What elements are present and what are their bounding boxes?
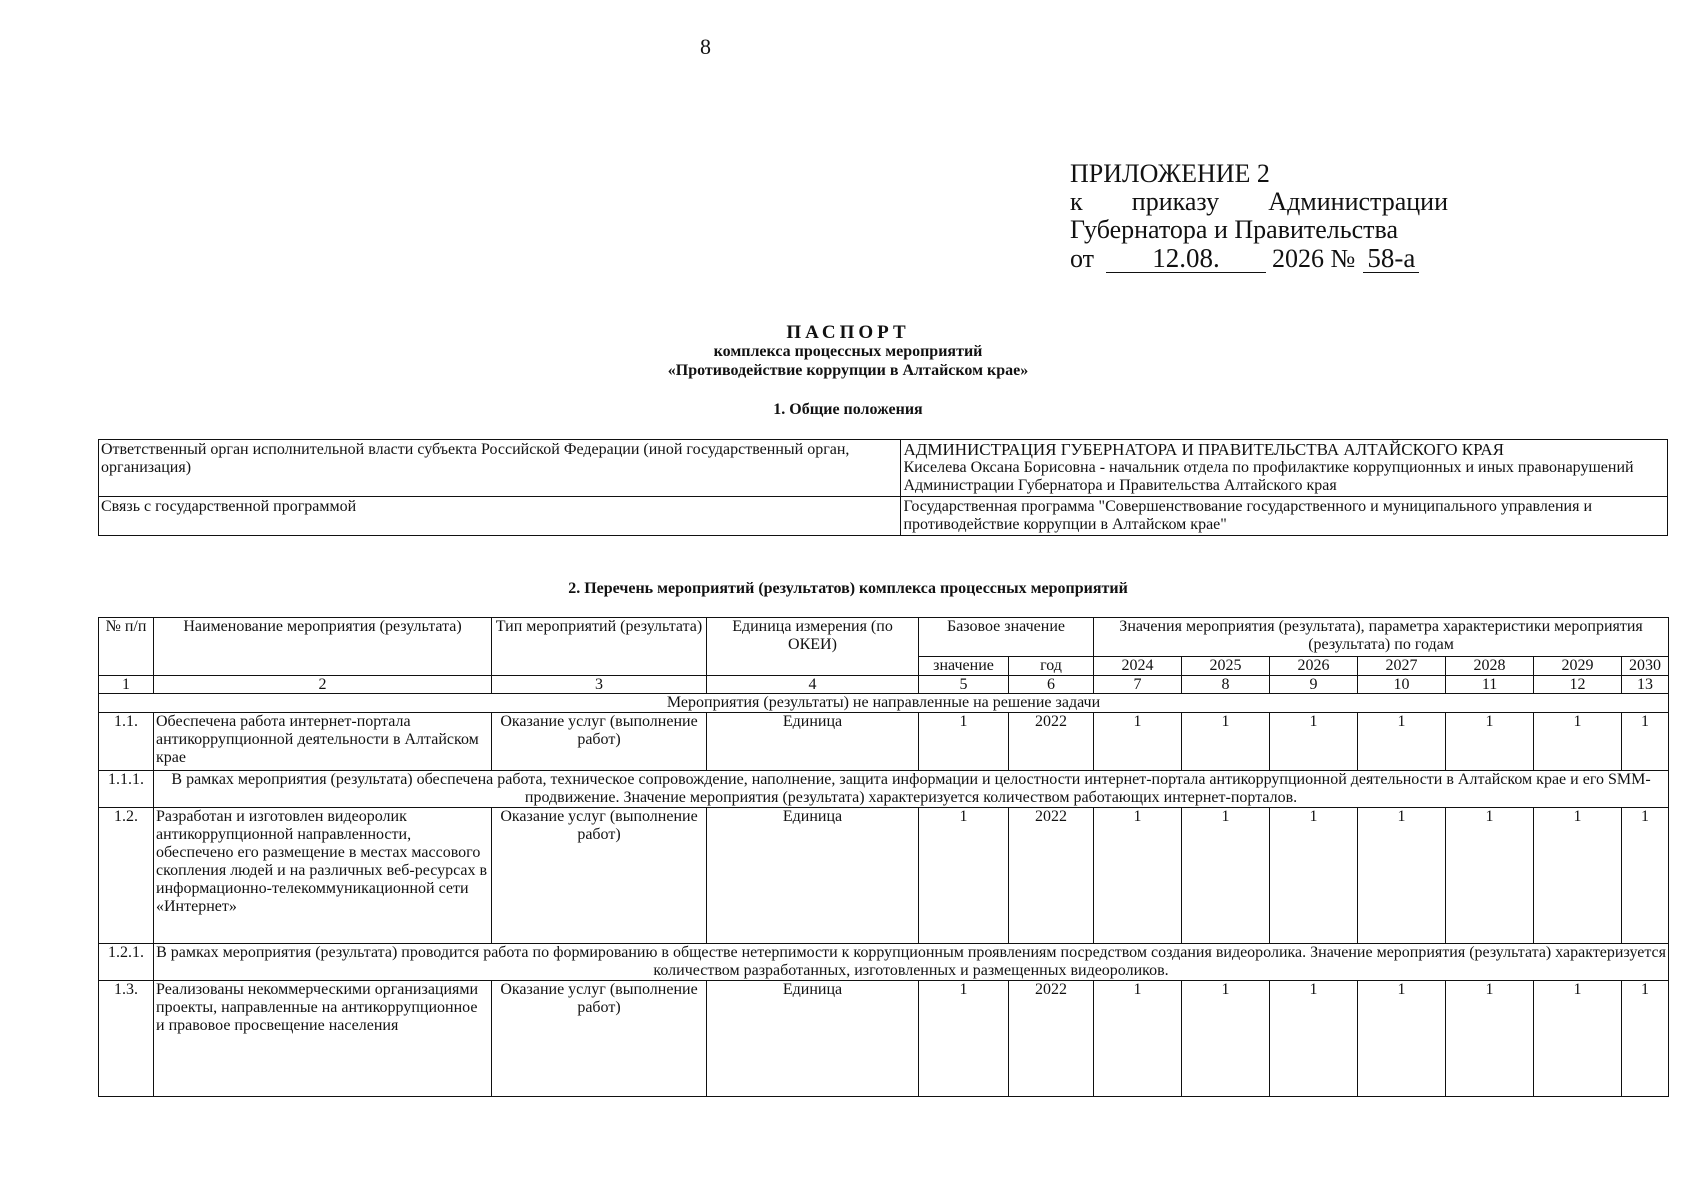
column-index: 4 [707,676,919,694]
table-row [99,497,1668,536]
from-label: от [1070,244,1095,273]
column-index-row [99,676,1669,694]
description-row [99,771,1669,808]
header-year: 2026 [1270,657,1358,676]
general-label: Ответственный орган исполнительной власти субъекта Российской Федерации (иной государственный орган, организация) [99,440,901,497]
row-type: Оказание услуг (выполнение работ) [492,713,707,771]
responsible-organ: АДМИНИСТРАЦИЯ ГУБЕРНАТОРА И ПРАВИТЕЛЬСТВА АЛТАЙСКОГО КРАЯ [903,440,1504,459]
column-index: 9 [1270,676,1358,694]
table-header-row [99,618,1669,657]
row-value: 1 [1446,808,1534,944]
row-value: 1 [1270,808,1358,944]
table-row [99,440,1668,497]
header-year: 2025 [1182,657,1270,676]
row-value: 1 [1182,981,1270,1097]
header-unit: Единица измерения (по ОКЕИ) [707,618,919,676]
row-value: 1 [1094,981,1182,1097]
row-value: 1 [1622,808,1669,944]
section-heading-general: 1. Общие положения [773,401,923,418]
general-value [901,440,1668,497]
row-base-year: 2022 [1009,981,1094,1097]
table-row [99,808,1669,944]
appendix-block [1070,160,1450,273]
column-index: 10 [1358,676,1446,694]
row-unit: Единица [707,808,919,944]
column-index: 2 [154,676,492,694]
row-value: 1 [1446,981,1534,1097]
row-value: 1 [1358,713,1446,771]
row-value: 1 [1094,808,1182,944]
appendix-title: ПРИЛОЖЕНИЕ 2 [1070,159,1270,188]
passport-title: ПАСПОРТ [786,322,910,343]
row-base-year: 2022 [1009,808,1094,944]
column-index: 12 [1534,676,1622,694]
row-base-value: 1 [919,808,1009,944]
row-base-value: 1 [919,713,1009,771]
row-type: Оказание услуг (выполнение работ) [492,808,707,944]
row-num: 1.1. [99,713,154,771]
column-index: 6 [1009,676,1094,694]
table-row [99,981,1669,1097]
header-base: Базовое значение [919,618,1094,657]
header-base-year: год [1009,657,1094,676]
appendix-word: к [1070,187,1083,216]
column-index: 1 [99,676,154,694]
row-unit: Единица [707,981,919,1097]
column-index: 13 [1622,676,1669,694]
appendix-word: приказу [1131,187,1220,216]
row-value: 1 [1270,713,1358,771]
desc-num: 1.2.1. [99,944,154,981]
passport-subtitle: комплекса процессных мероприятий [713,343,983,360]
header-year: 2024 [1094,657,1182,676]
header-num: № п/п [99,618,154,676]
order-year-no: 2026 № [1272,244,1356,273]
row-type: Оказание услуг (выполнение работ) [492,981,707,1097]
header-year: 2029 [1534,657,1622,676]
row-value: 1 [1094,713,1182,771]
responsible-person: Киселева Оксана Борисовна - начальник отдела по профилактике коррупционных и иных правонарушений Администрации Губернатора и Правительства Алтайского края [903,459,1634,494]
desc-num: 1.1.1. [99,771,154,808]
general-label: Связь с государственной программой [99,497,901,536]
row-num: 1.2. [99,808,154,944]
row-value: 1 [1534,808,1622,944]
row-value: 1 [1622,981,1669,1097]
row-value: 1 [1534,981,1622,1097]
row-num: 1.3. [99,981,154,1097]
row-name: Обеспечена работа интернет-портала антикоррупционной деятельности в Алтайском крае [154,713,492,771]
appendix-line2 [1070,188,1448,216]
order-number: 58-а [1363,244,1419,273]
general-value: Государственная программа "Совершенствование государственного и муниципального управления и противодействие коррупции в Алтайском крае" [901,497,1668,536]
section-heading-events: 2. Перечень мероприятий (результатов) комплекса процессных мероприятий [568,580,1128,597]
row-value: 1 [1182,713,1270,771]
table-row [99,713,1669,771]
row-value: 1 [1182,808,1270,944]
row-value: 1 [1270,981,1358,1097]
desc-text: В рамках мероприятия (результата) обеспечена работа, техническое сопровождение, наполнение, защита информации и целостности интернет-портала антикоррупционной деятельности в Алтайском крае и его SMM-продвижение. Значение мероприятия (результата) характеризуется количеством работающих интернет-порталов. [154,771,1669,808]
section-row [99,694,1669,713]
order-date: 12.08. [1106,244,1266,273]
passport-program-name: «Противодействие коррупции в Алтайском крае» [667,362,1029,379]
header-year: 2027 [1358,657,1446,676]
row-unit: Единица [707,713,919,771]
header-base-value: значение [919,657,1009,676]
row-name: Реализованы некоммерческими организациями проекты, направленные на антикоррупционное и правовое просвещение населения [154,981,492,1097]
row-value: 1 [1534,713,1622,771]
row-name: Разработан и изготовлен видеоролик антикоррупционной направленности, обеспечено его размещение в местах массового скопления людей и на различных веб-ресурсах в информационно-телекоммуникационной сети «Интернет» [154,808,492,944]
column-index: 11 [1446,676,1534,694]
column-index: 7 [1094,676,1182,694]
section-row-label: Мероприятия (результаты) не направленные на решение задачи [99,694,1669,713]
column-index: 5 [919,676,1009,694]
column-index: 8 [1182,676,1270,694]
header-year: 2028 [1446,657,1534,676]
page-number: 8 [700,34,711,59]
header-name: Наименование мероприятия (результата) [154,618,492,676]
column-index: 3 [492,676,707,694]
row-value: 1 [1358,981,1446,1097]
header-year: 2030 [1622,657,1669,676]
events-table [98,617,1669,1097]
row-value: 1 [1446,713,1534,771]
order-date-line [1070,244,1450,273]
row-value: 1 [1622,713,1669,771]
general-provisions-table [98,439,1668,536]
header-type: Тип мероприятий (результата) [492,618,707,676]
description-row [99,944,1669,981]
row-value: 1 [1358,808,1446,944]
header-values: Значения мероприятия (результата), параметра характеристики мероприятия (результата) по годам [1094,618,1669,657]
desc-text: В рамках мероприятия (результата) проводится работа по формированию в обществе нетерпимости к коррупционным проявлениям посредством создания видеоролика. Значение мероприятия (результата) характеризуется количеством разработанных, изготовленных и размещенных видеороликов. [154,944,1669,981]
appendix-line3: Губернатора и Правительства [1070,215,1398,244]
row-base-year: 2022 [1009,713,1094,771]
row-base-value: 1 [919,981,1009,1097]
appendix-word: Администрации [1268,187,1448,216]
